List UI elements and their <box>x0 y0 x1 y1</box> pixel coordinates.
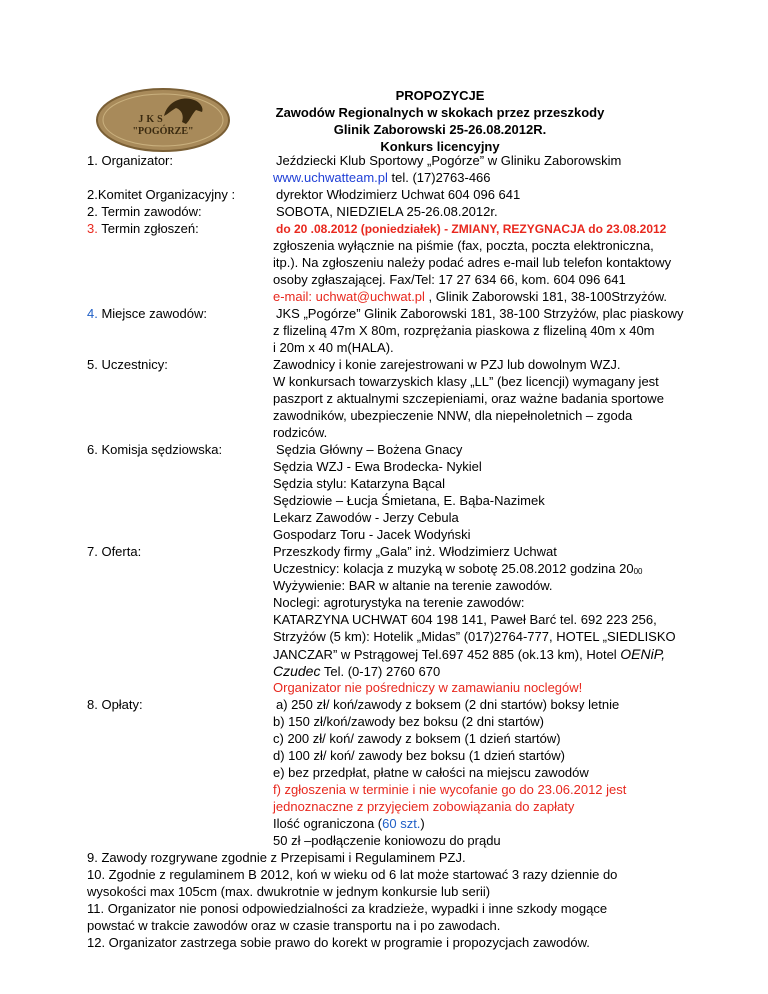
applications-email[interactable]: e-mail: uchwat@uchwat.pl <box>273 289 425 304</box>
jury-label: 6. Komisja sędziowska: <box>87 442 223 457</box>
participants-line5: rodziców. <box>273 425 328 440</box>
venue-line2: z flizeliną 47m X 80m, rozprężania piaskowa z flizeliną 40m x 40m <box>273 323 655 338</box>
offer-line1: Przeszkody firmy „Gala” inż. Włodzimierz Uchwat <box>273 544 557 559</box>
applications-email-line: e-mail: uchwat@uchwat.pl , Glinik Zaborowski 181, 38-100Strzyżów. <box>273 289 667 304</box>
organizer-name: Jeździecki Klub Sportowy „Pogórze” w Gliniku Zaborowskim <box>276 153 622 168</box>
organizer-website-link[interactable]: www.uchwatteam.pl <box>273 170 388 185</box>
venue-label: 4. Miejsce zawodów: <box>87 306 207 321</box>
doc-class: Konkurs licencyjny <box>380 139 500 154</box>
fee-d: d) 100 zł/ koń/ zawody bez boksu (1 dzień startów) <box>273 748 565 763</box>
logo-bottom-text: "POGÓRZE" <box>132 126 194 137</box>
applications-line2: zgłoszenia wyłącznie na piśmie (fax, poczta, poczta elektroniczna, <box>273 238 654 253</box>
fee-limit: Ilość ograniczona (60 szt.) <box>273 816 425 831</box>
organizer-contact <box>273 170 491 185</box>
fee-c: c) 200 zł/ koń/ zawody z boksem (1 dzień startów) <box>273 731 561 746</box>
venue-line1: JKS „Pogórze” Glinik Zaborowski 181, 38-100 Strzyżów, plac piaskowy <box>276 306 684 321</box>
participants-line3: paszport z aktualnymi szczepieniami, oraz ważne badania sportowe <box>273 391 664 406</box>
jury-line4: Sędziowie – Łucja Śmietana, E. Bąba-Nazimek <box>273 493 545 508</box>
jury-line1: Sędzia Główny – Bożena Gnacy <box>276 442 463 457</box>
fees-label: 8. Opłaty: <box>87 697 143 712</box>
logo-top-text: JKS <box>138 114 166 125</box>
rule-9: 9. Zawody rozgrywane zgodnie z Przepisami i Regulaminem PZJ. <box>87 850 466 865</box>
offer-line2: Uczestnicy: kolacja z muzyką w sobotę 25.08.2012 godzina 2000 <box>273 561 643 576</box>
club-logo <box>94 86 232 154</box>
fee-f-line1: f) zgłoszenia w terminie i nie wycofanie go do 23.06.2012 jest <box>273 782 627 797</box>
offer-label: 7. Oferta: <box>87 544 142 559</box>
applications-label: 3. Termin zgłoszeń: <box>87 221 199 236</box>
applications-line4: osoby zgłaszającej. Fax/Tel: 17 27 634 66, kom. 604 096 641 <box>273 272 626 287</box>
doc-location-date: Glinik Zaborowski 25-26.08.2012R. <box>333 122 547 137</box>
committee-value: dyrektor Włodzimierz Uchwat 604 096 641 <box>276 187 521 202</box>
venue-line3: i 20m x 40 m(HALA). <box>273 340 394 355</box>
offer-line3: Wyżywienie: BAR w altanie na terenie zawodów. <box>273 578 553 593</box>
doc-title: PROPOZYCJE <box>395 88 485 103</box>
organizer-label: 1. Organizator: <box>87 153 173 168</box>
applications-deadline: do 20 .08.2012 (poniedziałek) - ZMIANY, REZYGNACJA do 23.08.2012 <box>276 222 667 236</box>
doc-subtitle: Zawodów Regionalnych w skokach przez przeszkody <box>275 105 605 120</box>
fee-power: 50 zł –podłączenie koniowozu do prądu <box>273 833 501 848</box>
participants-label: 5. Uczestnicy: <box>87 357 168 372</box>
offer-notice: Organizator nie pośredniczy w zamawianiu noclegów! <box>273 680 583 695</box>
offer-line8: Czudec Tel. (0-17) 2760 670 <box>273 663 441 679</box>
participants-line2: W konkursach towarzyskich klasy „LL” (bez licencji) wymagany jest <box>273 374 659 389</box>
offer-line6: Strzyżów (5 km): Hotelik „Midas” (017)2764-777, HOTEL „SIEDLISKO <box>273 629 676 644</box>
rule-10-line1: 10. Zgodnie z regulaminem B 2012, koń w wieku od 6 lat może startować 3 razy dziennie do <box>87 867 618 882</box>
offer-line7: JANCZAR” w Pstrągowej Tel.697 452 885 (ok.13 km), Hotel OENiP, <box>273 646 666 662</box>
fee-e: e) bez przedpłat, płatne w całości na miejscu zawodów <box>273 765 589 780</box>
rule-11-line1: 11. Organizator nie ponosi odpowiedzialności za kradzieże, wypadki i inne szkody mogące <box>87 901 608 916</box>
jury-line3: Sędzia stylu: Katarzyna Bącal <box>273 476 445 491</box>
jury-line6: Gospodarz Toru - Jacek Wodyński <box>273 527 471 542</box>
dates-value: SOBOTA, NIEDZIELA 25-26.08.2012r. <box>276 204 498 219</box>
fee-b: b) 150 zł/koń/zawody bez boksu (2 dni startów) <box>273 714 544 729</box>
fee-f-line2: jednoznaczne z przyjęciem zobowiązania do zapłaty <box>273 799 575 814</box>
organizer-phone: tel. (17)2763-466 <box>387 170 491 185</box>
fee-a: a) 250 zł/ koń/zawody z boksem (2 dni startów) boksy letnie <box>276 697 620 712</box>
offer-line5: KATARZYNA UCHWAT 604 198 141, Paweł Barć tel. 692 223 256, <box>273 612 657 627</box>
rule-12: 12. Organizator zastrzega sobie prawo do korekt w programie i propozycjach zawodów. <box>87 935 590 950</box>
participants-line1: Zawodnicy i konie zarejestrowani w PZJ lub dowolnym WZJ. <box>273 357 621 372</box>
jury-line5: Lekarz Zawodów - Jerzy Cebula <box>273 510 459 525</box>
rule-11-line2: powstać w trakcie zawodów oraz w czasie transportu na i po zawodach. <box>87 918 501 933</box>
committee-label: 2.Komitet Organizacyjny : <box>87 187 236 202</box>
participants-line4: zawodników, ubezpieczenie NNW, dla niepełnoletnich – zgoda <box>273 408 633 423</box>
applications-line3: itp.). Na zgłoszeniu należy podać adres e-mail lub telefon kontaktowy <box>273 255 672 270</box>
jury-line2: Sędzia WZJ - Ewa Brodecka- Nykiel <box>273 459 482 474</box>
rule-10-line2: wysokości max 105cm (max. dwukrotnie w jednym konkursie lub serii) <box>87 884 491 899</box>
offer-line4: Noclegi: agroturystyka na terenie zawodów: <box>273 595 525 610</box>
dates-label: 2. Termin zawodów: <box>87 204 202 219</box>
